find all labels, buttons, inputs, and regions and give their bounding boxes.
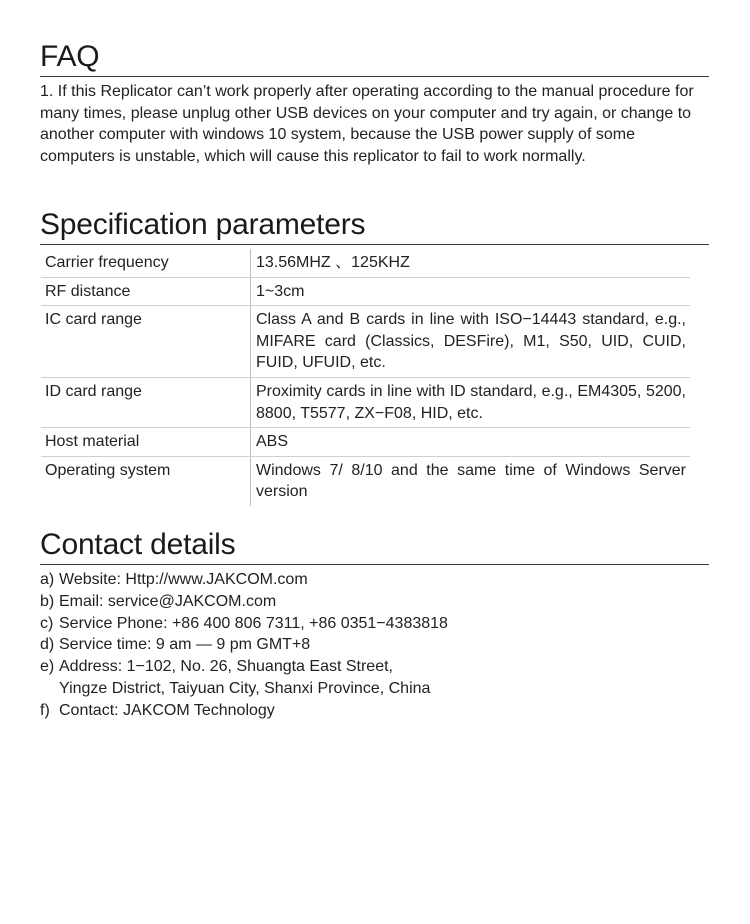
list-item	[40, 700, 709, 722]
contact-service-time: Service time: 9 am — 9 pm GMT+8	[59, 636, 311, 654]
contact-company: Contact: JAKCOM Technology	[59, 701, 275, 719]
spec-key: Host material	[41, 428, 251, 457]
table-row	[41, 306, 690, 378]
list-item	[40, 613, 709, 635]
list-marker	[40, 678, 59, 700]
table-row	[41, 428, 690, 457]
spec-value: 13.56MHZ 、125KHZ	[251, 249, 691, 277]
list-item	[40, 569, 709, 591]
contact-website: Website: Http://www.JAKCOM.com	[59, 571, 308, 588]
list-marker: c)	[40, 614, 54, 632]
list-marker: d)	[40, 636, 55, 654]
spec-value: 1~3cm	[251, 277, 691, 306]
spec-key: IC card range	[41, 306, 251, 378]
spec-section	[40, 208, 709, 506]
spec-heading: Specification parameters	[40, 208, 709, 245]
contact-phone: Service Phone: +86 400 806 7311, +86 0351−4383818	[59, 614, 448, 632]
list-item	[40, 591, 709, 613]
faq-item-1: 1. If this Replicator can’t work properly after operating according to the manual procedure for many times, please unplug other USB devices on your computer and try again, or change to another computer with windows 10 system, because the USB power supply of some computers is unstable, which will cause this replicator to fail to work normally.	[40, 83, 694, 165]
spec-key: Carrier frequency	[41, 249, 251, 277]
list-marker: b)	[40, 592, 55, 610]
spec-key: RF distance	[41, 277, 251, 306]
table-row	[41, 456, 690, 506]
faq-section	[40, 40, 709, 167]
list-item	[40, 634, 709, 656]
contact-heading: Contact details	[40, 528, 709, 565]
spec-value: Proximity cards in line with ID standard, e.g., EM4305, 5200, 8800, T5577, ZX−F08, HID, etc.	[251, 377, 691, 427]
list-marker: a)	[40, 571, 55, 588]
spec-table	[41, 249, 690, 506]
table-row	[41, 249, 690, 277]
contact-list	[40, 569, 709, 722]
spec-key: ID card range	[41, 377, 251, 427]
contact-address: Address: 1−102, No. 26, Shuangta East Street,	[59, 658, 393, 676]
list-marker: f)	[40, 701, 50, 719]
list-marker: e)	[40, 658, 55, 676]
faq-heading: FAQ	[40, 40, 709, 77]
contact-email: Email: service@JAKCOM.com	[59, 592, 277, 610]
list-item	[40, 678, 709, 700]
contact-address-line-2: Yingze District, Taiyuan City, Shanxi Province, China	[59, 679, 431, 697]
contact-section	[40, 528, 709, 722]
spec-key: Operating system	[41, 456, 251, 506]
spec-value: Windows 7/ 8/10 and the same time of Windows Server version	[256, 461, 686, 501]
table-row	[41, 277, 690, 306]
list-item	[40, 656, 709, 678]
spec-value: Class A and B cards in line with ISO−14443 standard, e.g., MIFARE card (Classics, DESFire), M1, S50, UID, CUID, FUID, UFUID, etc.	[251, 306, 691, 378]
table-row	[41, 377, 690, 427]
spec-value: ABS	[251, 428, 691, 457]
